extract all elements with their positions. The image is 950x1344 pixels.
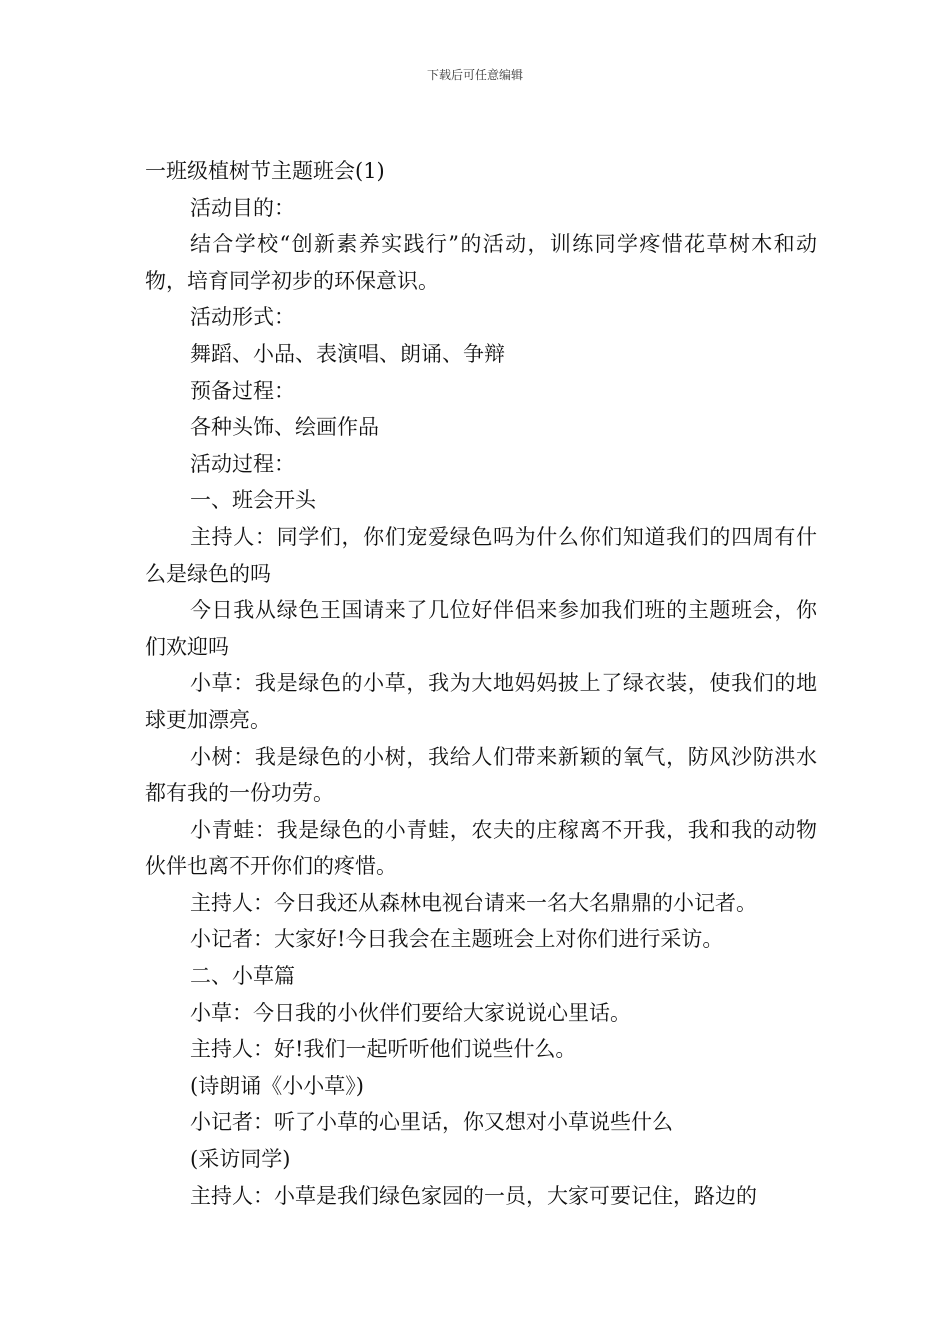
paragraph: 结合学校“创新素养实践行”的活动，训练同学疼惜花草树木和动物，培育同学初步的环保意识。: [145, 232, 817, 293]
section-heading: 一、班会开头: [190, 488, 316, 513]
paragraph: 活动形式：: [190, 305, 295, 330]
paragraph: 主持人：同学们，你们宠爱绿色吗为什么你们知道我们的四周有什么是绿色的吗: [145, 524, 817, 586]
section-heading: 二、小草篇: [190, 964, 295, 989]
paragraph: 今日我从绿色王国请来了几位好伴侣来参加我们班的主题班会，你们欢迎吗: [145, 598, 817, 659]
document-body: [145, 153, 817, 1214]
paragraph: 预备过程：: [190, 378, 295, 403]
paragraph: 小青蛙：我是绿色的小青蛙，农夫的庄稼离不开我，我和我的动物伙伴也离不开你们的疼惜。: [145, 817, 817, 879]
paragraph: 主持人：今日我还从森林电视台请来一名大名鼎鼎的小记者。: [190, 890, 757, 915]
paragraph: (诗朗诵《小小草》): [190, 1073, 364, 1098]
paragraph: 主持人：好!我们一起听听他们说些什么。: [190, 1037, 577, 1062]
paragraph: 舞蹈、小品、表演唱、朗诵、争辩: [190, 341, 505, 366]
paragraph: 小记者：大家好!今日我会在主题班会上对你们进行采访。: [190, 927, 724, 952]
paragraph: 各种头饰、绘画作品: [190, 415, 379, 440]
paragraph: 主持人：小草是我们绿色家园的一员，大家可要记住，路边的: [190, 1183, 757, 1208]
paragraph: 活动目的：: [190, 195, 295, 220]
paragraph: (采访同学): [190, 1147, 291, 1172]
paragraph: 活动过程：: [190, 451, 295, 476]
page-header-note: 下载后可任意编辑: [426, 68, 523, 82]
paragraph: 小草：今日我的小伙伴们要给大家说说心里话。: [190, 1000, 631, 1025]
paragraph: 小草：我是绿色的小草，我为大地妈妈披上了绿衣装，使我们的地球更加漂亮。: [145, 671, 817, 732]
document-title: 一班级植树节主题班会(1): [145, 159, 385, 183]
paragraph: 小树：我是绿色的小树，我给人们带来新颖的氧气，防风沙防洪水都有我的一份功劳。: [145, 744, 817, 806]
paragraph: 小记者：听了小草的心里话，你又想对小草说些什么: [190, 1110, 673, 1135]
